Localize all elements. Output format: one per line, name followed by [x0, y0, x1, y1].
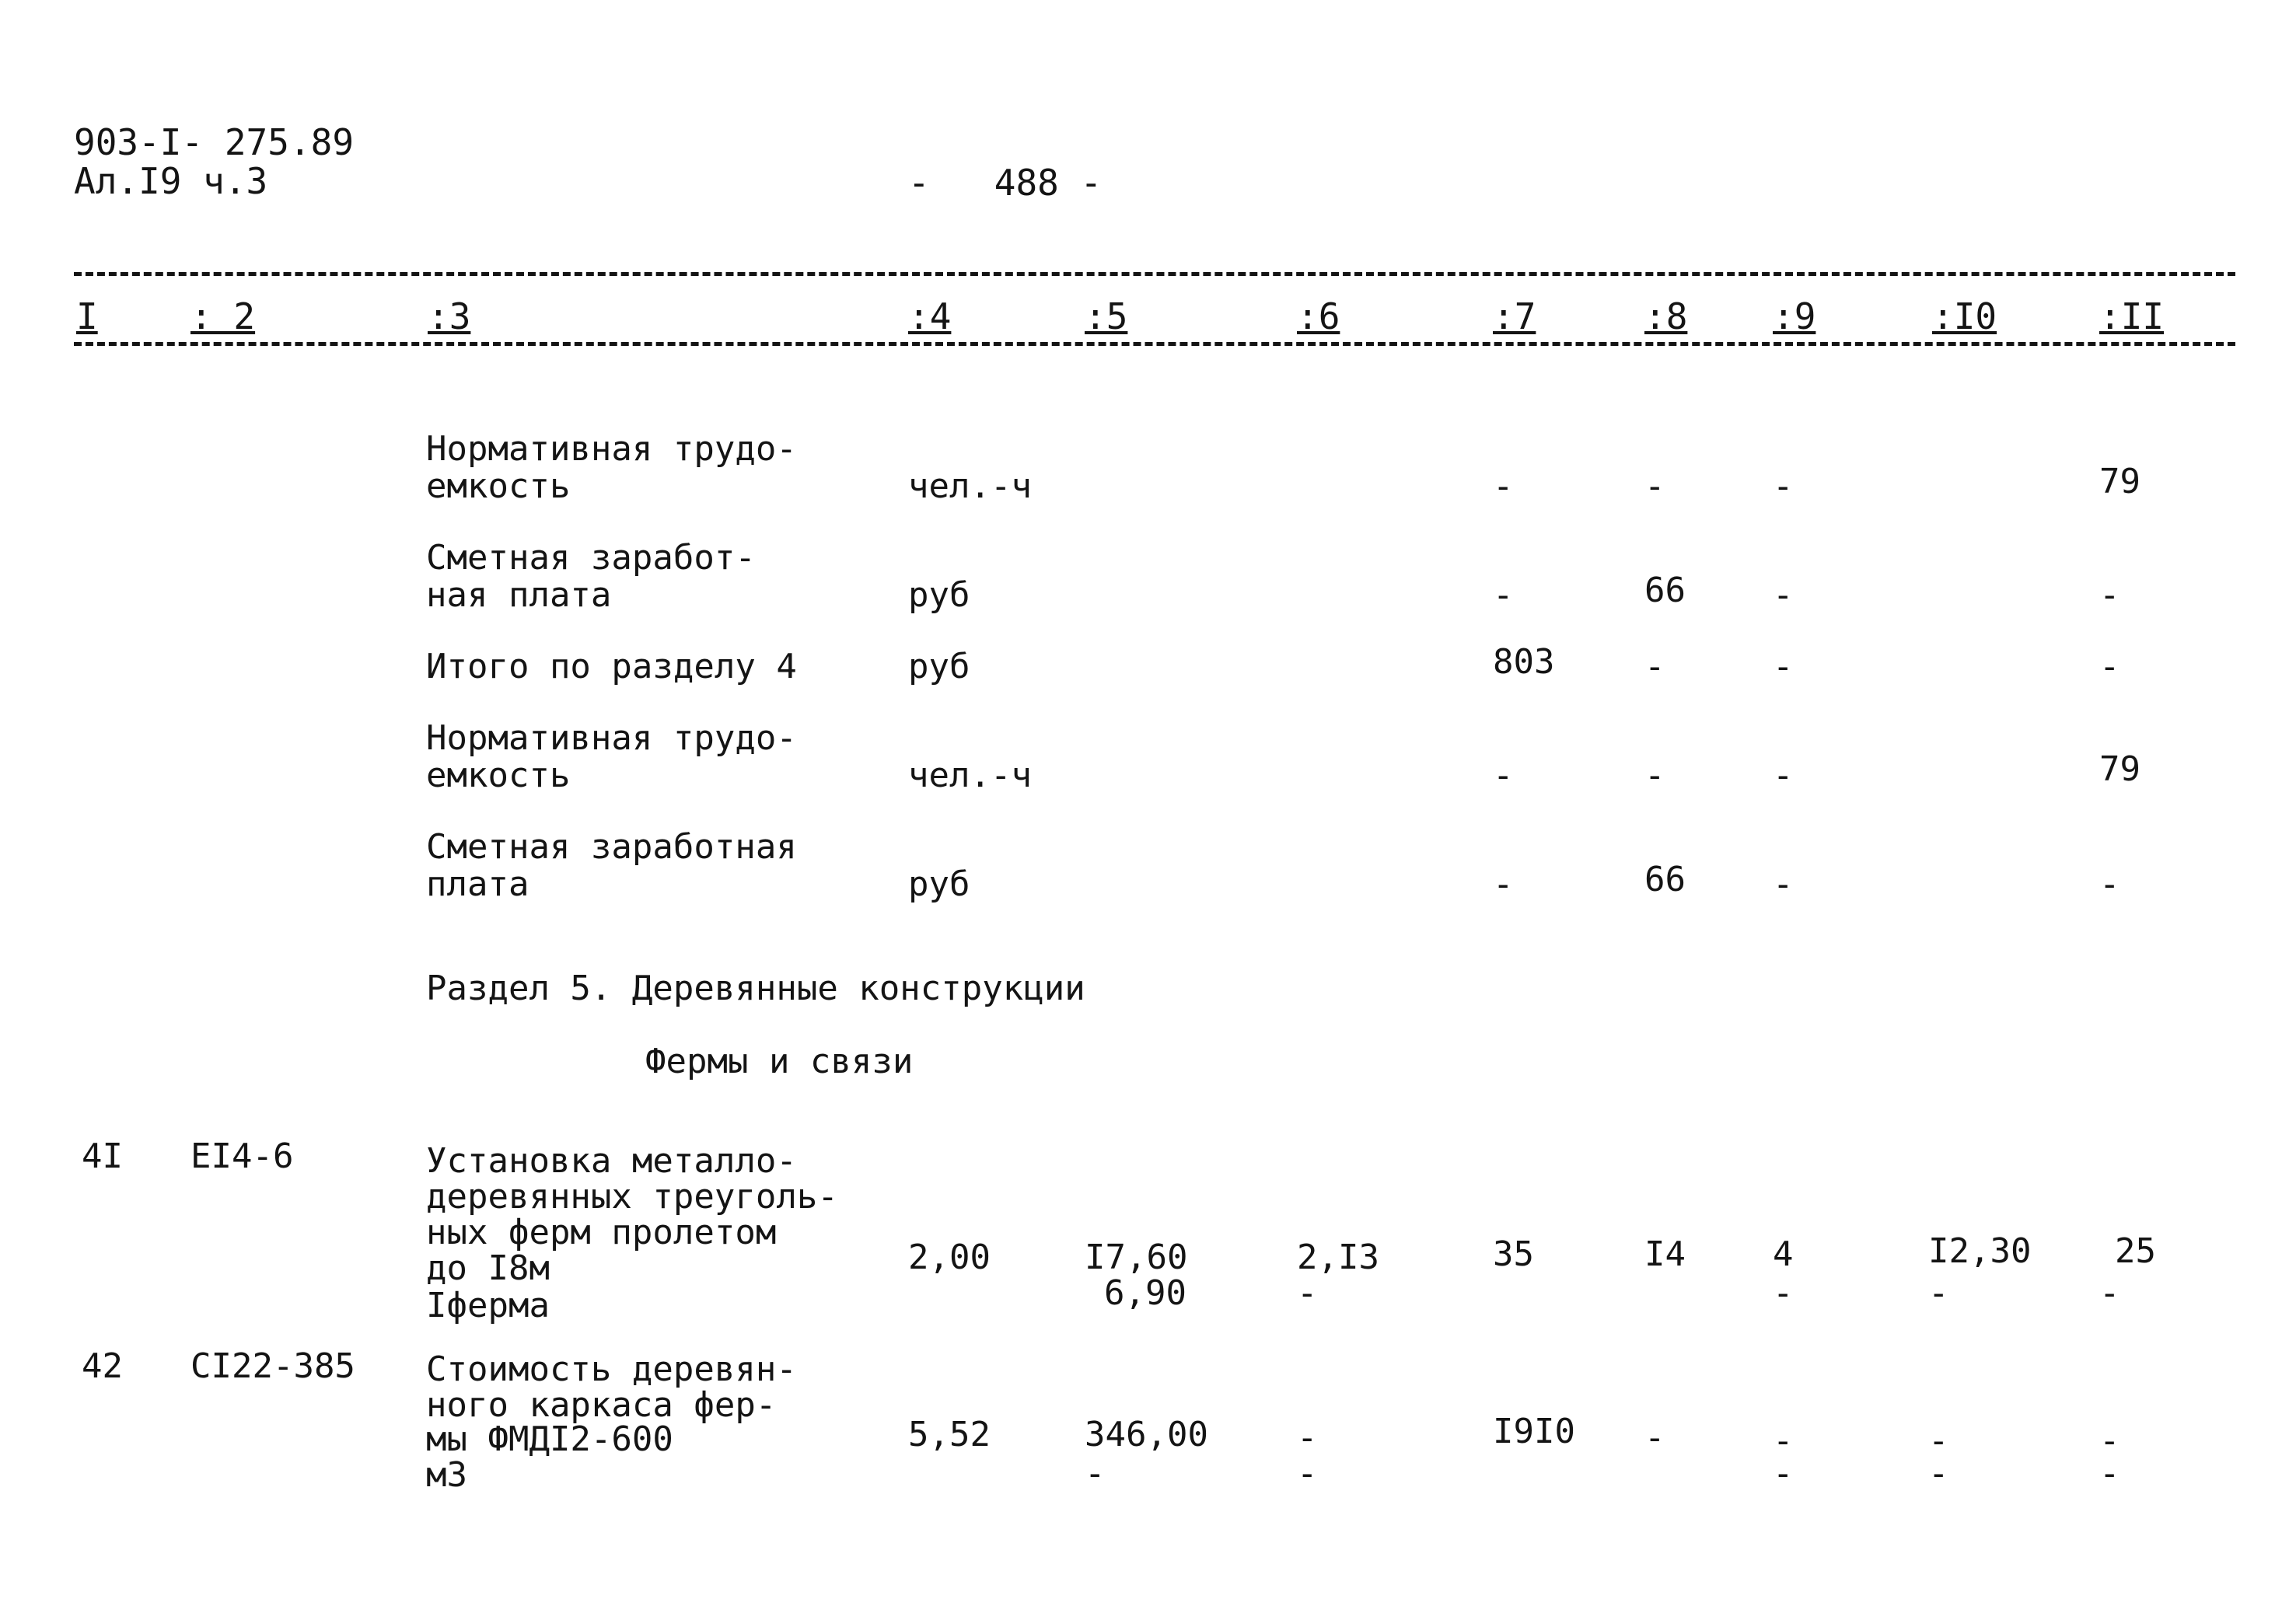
item-description: деревянных треуголь-	[426, 1177, 838, 1217]
item-col5-secondary: 6,90	[1104, 1273, 1186, 1313]
column-header-11: :II	[2099, 295, 2165, 337]
item-description: Установка металло-	[426, 1141, 797, 1181]
row-unit: чел.-ч	[908, 466, 1032, 506]
item-col5: 346,00	[1085, 1415, 1208, 1454]
item-col9: 4	[1773, 1234, 1794, 1274]
row-col11: -	[2099, 864, 2120, 904]
item-col11-secondary: -	[2099, 1454, 2120, 1493]
row-description: Итого по разделу 4	[426, 647, 797, 686]
column-header-4: :4	[908, 295, 952, 337]
column-header-2: : 2	[190, 295, 256, 337]
row-col9: -	[1773, 647, 1794, 686]
row-col11: 79	[2099, 749, 2140, 789]
row-col8: 66	[1644, 860, 1686, 899]
row-unit: руб	[908, 864, 970, 904]
item-col5-secondary: -	[1085, 1454, 1106, 1493]
column-header-5: :5	[1085, 295, 1128, 337]
column-header-8: :8	[1644, 295, 1688, 337]
row-col11: 79	[2099, 462, 2140, 501]
item-col9-secondary: -	[1773, 1273, 1794, 1313]
item-col6: -	[1297, 1418, 1318, 1458]
row-col8: -	[1644, 756, 1665, 795]
row-col9: -	[1773, 864, 1794, 904]
document-code: 903-I- 275.89	[74, 121, 355, 163]
row-description: емкость	[426, 756, 571, 795]
column-header-7: :7	[1493, 295, 1536, 337]
item-col8: -	[1644, 1418, 1665, 1458]
row-description: Сметная заработная	[426, 827, 797, 867]
item-code: ЕI4-6	[190, 1136, 294, 1176]
header-top-rule	[74, 272, 2235, 276]
row-col7: -	[1493, 466, 1514, 506]
item-col5: I7,60	[1085, 1238, 1188, 1277]
row-col9: -	[1773, 575, 1794, 615]
item-col6: 2,I3	[1297, 1238, 1379, 1277]
item-col10: -	[1928, 1421, 1949, 1461]
item-col4: 5,52	[908, 1415, 991, 1454]
row-description: Нормативная трудо-	[426, 429, 797, 469]
header-bottom-rule	[74, 342, 2235, 346]
item-number: 4I	[82, 1136, 123, 1176]
item-description: Стоимость деревян-	[426, 1349, 797, 1389]
row-col7: -	[1493, 864, 1514, 904]
item-description: ного каркаса фер-	[426, 1385, 777, 1425]
item-col9-secondary: -	[1773, 1454, 1794, 1493]
row-col8: -	[1644, 647, 1665, 686]
item-number: 42	[82, 1346, 123, 1386]
item-col8: I4	[1644, 1234, 1686, 1274]
item-col6-secondary: -	[1297, 1454, 1318, 1493]
row-col9: -	[1773, 466, 1794, 506]
item-col4: 2,00	[908, 1238, 991, 1277]
column-header-3: :3	[428, 295, 471, 337]
item-code: СI22-385	[190, 1346, 355, 1386]
column-header-1: I	[76, 295, 98, 337]
item-col10-secondary: -	[1928, 1273, 1949, 1313]
column-header-9: :9	[1773, 295, 1816, 337]
album-reference: Ал.I9 ч.3	[74, 160, 268, 202]
item-description: до I8м	[426, 1248, 550, 1288]
item-col10-secondary: -	[1928, 1454, 1949, 1493]
item-col7: 35	[1493, 1234, 1534, 1274]
row-description: Сметная заработ-	[426, 538, 756, 578]
row-col8: -	[1644, 466, 1665, 506]
item-description: Iферма	[426, 1286, 550, 1325]
column-header-6: :6	[1297, 295, 1340, 337]
row-col9: -	[1773, 756, 1794, 795]
row-unit: руб	[908, 647, 970, 686]
row-description: ная плата	[426, 575, 612, 615]
row-col7: -	[1493, 756, 1514, 795]
section-title: Раздел 5. Деревянные конструкции	[426, 969, 1085, 1008]
column-header-10: :I0	[1932, 295, 1997, 337]
item-col11: -	[2099, 1421, 2120, 1461]
item-col9: -	[1773, 1421, 1794, 1461]
item-description: мы ФМДI2-600	[426, 1419, 673, 1459]
item-col7: I9I0	[1493, 1412, 1575, 1451]
section-subtitle: Фермы и связи	[645, 1042, 914, 1081]
item-col11: 25	[2115, 1231, 2156, 1271]
item-description: ных ферм пролетом	[426, 1213, 777, 1252]
row-col8: 66	[1644, 571, 1686, 610]
item-col10: I2,30	[1928, 1231, 2032, 1271]
row-col11: -	[2099, 575, 2120, 615]
row-col7: -	[1493, 575, 1514, 615]
item-col11-secondary: -	[2099, 1273, 2120, 1313]
row-col7: 803	[1493, 642, 1555, 682]
row-unit: чел.-ч	[908, 756, 1032, 795]
row-description: емкость	[426, 466, 571, 506]
row-unit: руб	[908, 575, 970, 615]
row-description: плата	[426, 864, 529, 904]
item-description: м3	[426, 1455, 467, 1495]
row-description: Нормативная трудо-	[426, 718, 797, 758]
row-col11: -	[2099, 647, 2120, 686]
item-col6-secondary: -	[1297, 1273, 1318, 1313]
page-number: - 488 -	[908, 162, 1103, 204]
